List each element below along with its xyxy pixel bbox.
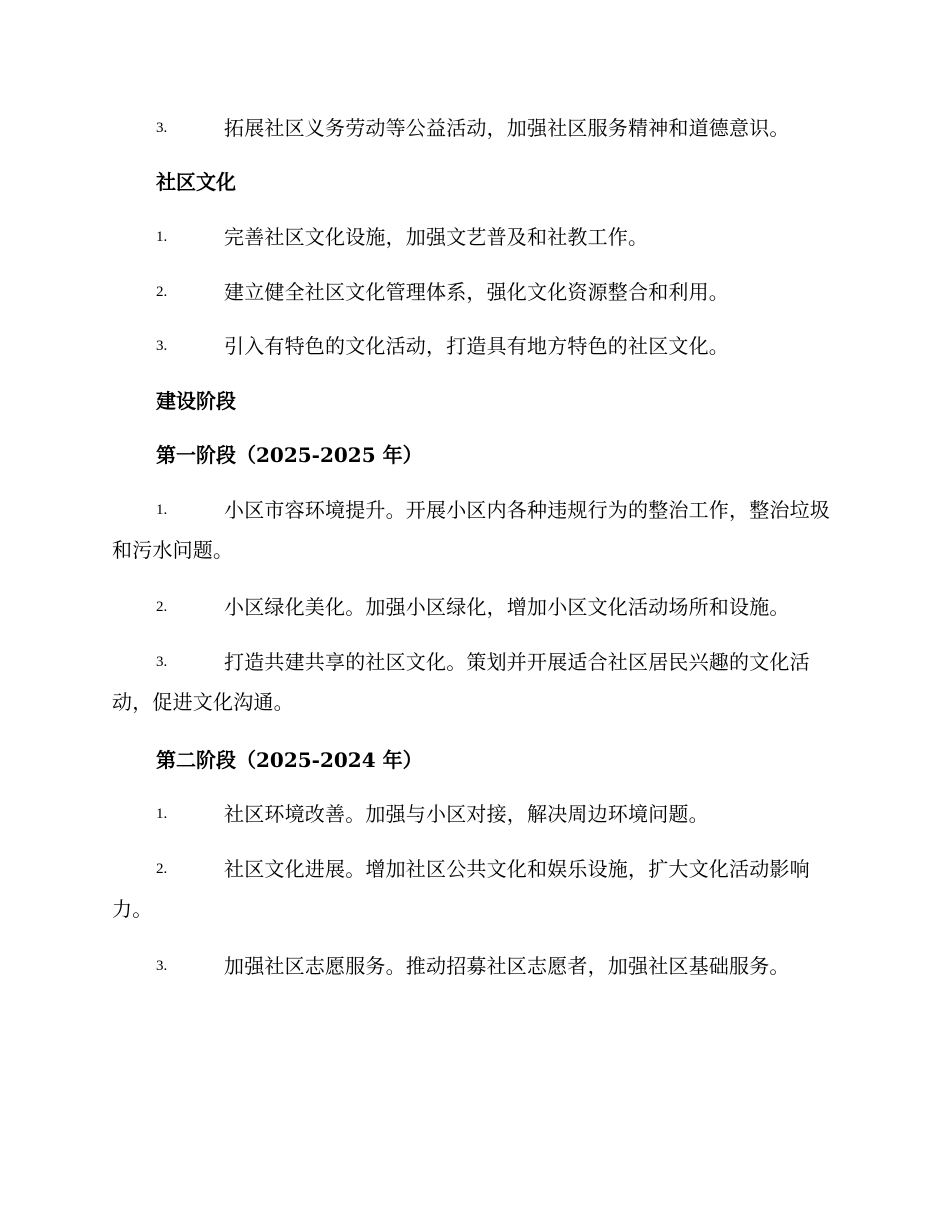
list-number: 1. (156, 229, 168, 245)
list-item (112, 490, 832, 570)
list-item (112, 272, 832, 312)
list-item (112, 217, 832, 257)
list-number: 1. (156, 806, 168, 822)
list-number: 2. (156, 284, 168, 300)
list-text: 加强社区志愿服务。推动招募社区志愿者，加强社区基础服务。 (224, 954, 790, 978)
list-item (112, 849, 832, 929)
list-text: 完善社区文化设施，加强文艺普及和社教工作。 (224, 225, 649, 249)
list-number: 3. (156, 958, 168, 974)
list-text: 小区市容环境提升。开展小区内各种违规行为的整治工作，整治垃圾和污水问题。 (112, 498, 830, 562)
list-number: 2. (156, 861, 168, 877)
list-text: 建立健全社区文化管理体系，强化文化资源整合和利用。 (224, 280, 729, 304)
list-text: 引入有特色的文化活动，打造具有地方特色的社区文化。 (224, 334, 729, 358)
list-text: 小区绿化美化。加强小区绿化，增加小区文化活动场所和设施。 (224, 595, 790, 619)
list-item (112, 946, 832, 986)
list-number: 2. (156, 599, 168, 615)
list-item (112, 108, 832, 148)
section-heading-phase-one: 第一阶段（2025-2025 年） (156, 443, 423, 467)
section-heading-community-culture: 社区文化 (156, 170, 236, 194)
list-number: 3. (156, 120, 168, 136)
list-number: 3. (156, 338, 168, 354)
list-number: 3. (156, 654, 168, 670)
list-text: 拓展社区义务劳动等公益活动，加强社区服务精神和道德意识。 (224, 116, 790, 140)
list-item (112, 587, 832, 627)
list-text: 打造共建共享的社区文化。策划并开展适合社区居民兴趣的文化活动，促进文化沟通。 (112, 650, 810, 714)
list-text: 社区环境改善。加强与小区对接，解决周边环境问题。 (224, 802, 709, 826)
list-item (112, 794, 832, 834)
section-heading-phase-two: 第二阶段（2025-2024 年） (156, 748, 423, 772)
list-text: 社区文化进展。增加社区公共文化和娱乐设施，扩大文化活动影响力。 (112, 857, 810, 921)
list-item (112, 326, 832, 366)
section-heading-construction-phases: 建设阶段 (156, 389, 236, 413)
list-number: 1. (156, 502, 168, 518)
list-item (112, 642, 832, 722)
